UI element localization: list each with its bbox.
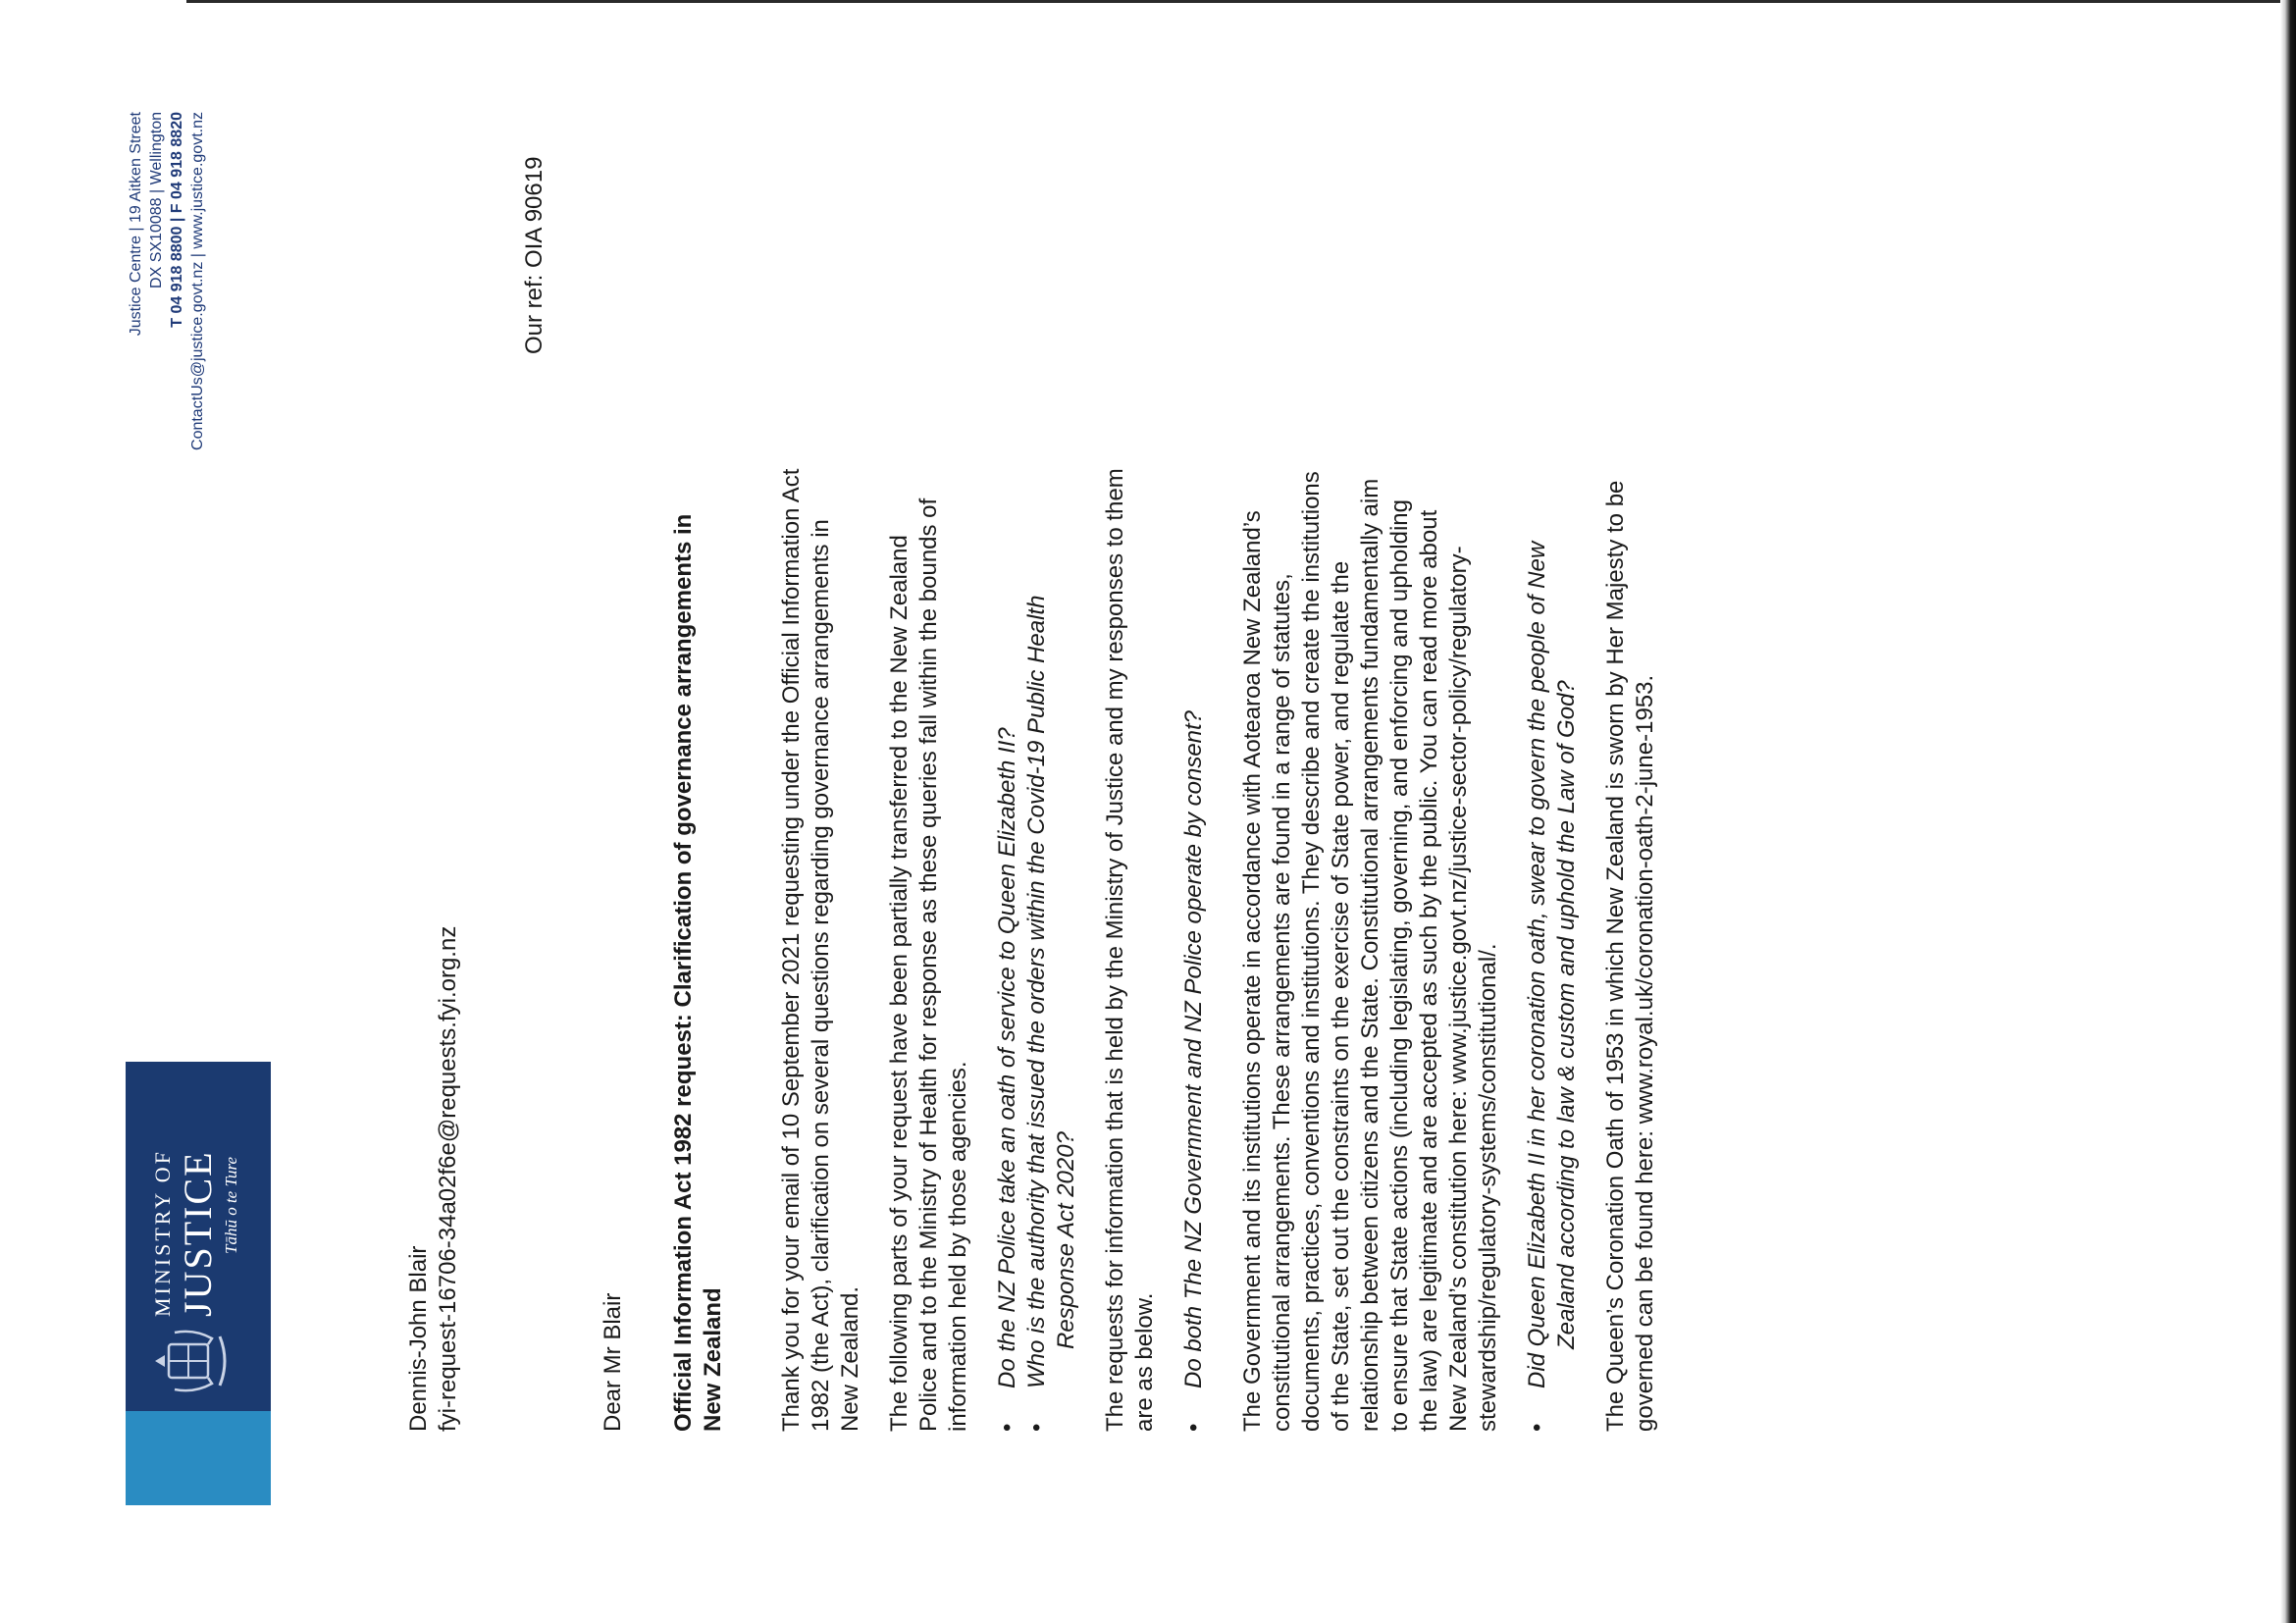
bullet-list-2 <box>1179 162 1209 1432</box>
text-line: 1982 (the Act), clarification on several questions regarding governance arrangements in <box>808 519 834 1432</box>
text-line: relationship between citizens and the State. Constitutional arrangements fundamentally aim <box>1357 478 1383 1432</box>
bullet-icon: • <box>1180 1423 1207 1432</box>
list-item <box>1523 162 1582 1432</box>
text-line: The requests for information that is held by the Ministry of Justice and my responses to them <box>1102 468 1128 1432</box>
subject-line: Official Information Act 1982 request: Clarification of governance arrangements in <box>670 513 697 1432</box>
paragraph-4 <box>1238 156 1503 1432</box>
bullet-text: Did Queen Elizabeth II in her coronation oath, swear to govern the people of New <box>1524 541 1550 1388</box>
bullet-list-1 <box>993 162 1081 1432</box>
text-line: information held by those agencies. <box>945 1061 971 1432</box>
logo-tagline: Tāhū o te Ture <box>222 1156 240 1254</box>
text-line: New Zealand. <box>837 1285 863 1432</box>
salutation: Dear Mr Blair <box>600 1292 626 1432</box>
bullet-text: Response Act 2020? <box>1053 1131 1079 1349</box>
paragraph-2 <box>885 156 973 1432</box>
our-reference: Our ref: OIA 90619 <box>521 156 548 354</box>
text-line: the law) are legitimate and are accepted as such by the public. You can read more about <box>1416 509 1442 1432</box>
text-line: to ensure that State actions (including legislating, governing, and enforcing and upholding <box>1386 499 1413 1432</box>
subject-heading <box>669 156 728 1432</box>
text-line: of the State, set out the constraints on the exercise of State power, and regulate the <box>1328 560 1354 1432</box>
text-line: New Zealand’s constitution here: www.justice.govt.nz/justice-sector-policy/regulatory- <box>1445 546 1472 1432</box>
list-item <box>1022 162 1081 1432</box>
logo-box <box>126 1062 271 1505</box>
paragraph-3 <box>1101 156 1160 1432</box>
bullet-text: Do both The NZ Government and NZ Police operate by consent? <box>1180 709 1207 1388</box>
recipient-name: Dennis-John Blair <box>405 1245 432 1432</box>
logo-line1: MINISTRY OF <box>150 1149 175 1317</box>
bullet-text: Zealand according to law & custom and uphold the Law of God? <box>1553 680 1580 1349</box>
text-line: Police and to the Ministry of Health for response as these queries fall within the bounds of <box>915 497 942 1432</box>
text-line: governed can be found here: www.royal.uk/coronation-oath-2-june-1953. <box>1632 674 1658 1432</box>
bullet-icon: • <box>1023 1423 1050 1432</box>
text-line: The Government and its institutions operate in accordance with Aotearoa New Zealand’s <box>1239 510 1266 1432</box>
address-line: Justice Centre | 19 Aitken Street <box>128 112 144 337</box>
list-item <box>1179 162 1209 1432</box>
list-item <box>993 162 1022 1432</box>
bullet-text: Who is the authority that issued the orders within the Covid-19 Public Health <box>1023 595 1050 1388</box>
address-block <box>126 112 208 622</box>
address-line: ContactUs@justice.govt.nz | www.justice.govt.nz <box>189 112 206 450</box>
logo-text <box>149 1149 243 1317</box>
subject-line: New Zealand <box>700 1287 726 1432</box>
paragraph-1 <box>777 156 865 1432</box>
address-line: DX SX10088 | Wellington <box>148 112 165 288</box>
paragraph-5 <box>1601 156 1660 1432</box>
logo-band <box>126 1411 271 1505</box>
text-line: The Queen’s Coronation Oath of 1953 in which New Zealand is sworn by Her Majesty to be <box>1602 480 1629 1432</box>
text-line: Thank you for your email of 10 September 2021 requesting under the Official Information Act <box>778 468 805 1432</box>
crest-icon <box>151 1327 235 1395</box>
text-line: The following parts of your request have been partially transferred to the New Zealand <box>886 535 913 1432</box>
text-line: are as below. <box>1131 1292 1158 1432</box>
address-line: T 04 918 8800 | F 04 918 8820 <box>169 112 185 328</box>
text-line: stewardship/regulatory-systems/constitutional/. <box>1475 943 1501 1432</box>
text-line: documents, practices, conventions and institutions. They describe and create the institutions <box>1298 471 1325 1432</box>
bullet-list-3 <box>1523 162 1582 1432</box>
bullet-icon: • <box>994 1423 1020 1432</box>
text-line: constitutional arrangements. These arrangements are found in a range of statutes, <box>1269 573 1295 1432</box>
logo-line2: JUSTICE <box>176 1150 220 1317</box>
bullet-icon: • <box>1524 1423 1550 1432</box>
recipient-email: fyi-request-16706-34a02f6e@requests.fyi.org.nz <box>435 925 461 1432</box>
bullet-text: Do the NZ Police take an oath of service to Queen Elizabeth II? <box>994 727 1020 1388</box>
